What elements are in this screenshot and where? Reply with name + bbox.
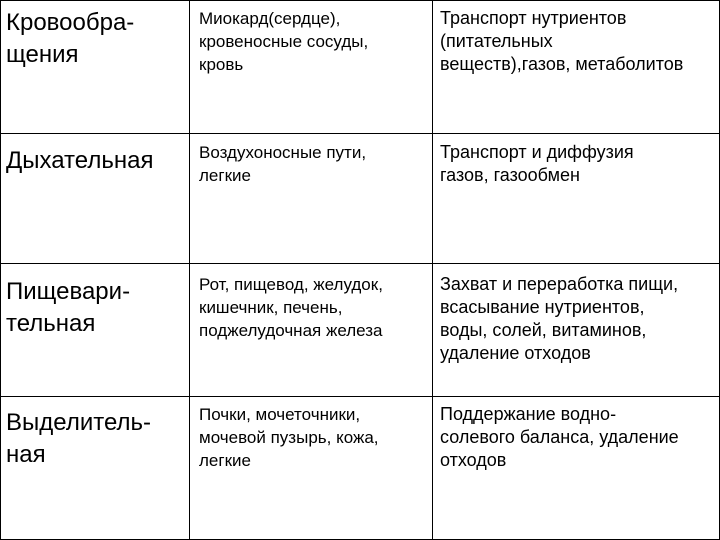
organs-cell: Миокард(сердце), кровеносные сосуды, кровь [189,0,432,133]
system-name-cell: Кровообра- щения [0,0,189,133]
function-cell: Захват и переработка пищи, всасывание нутриентов, воды, солей, витаминов, удаление отходов [432,263,720,396]
system-name-cell: Пищевари- тельная [0,263,189,396]
function-cell: Поддержание водно- солевого баланса, удаление отходов [432,396,720,540]
function-cell: Транспорт и диффузия газов, газообмен [432,133,720,263]
organs-cell: Рот, пищевод, желудок, кишечник, печень, поджелудочная железа [189,263,432,396]
system-name-cell: Выделитель- ная [0,396,189,540]
organs-cell: Почки, мочеточники, мочевой пузырь, кожа, легкие [189,396,432,540]
organs-cell: Воздухоносные пути, легкие [189,133,432,263]
system-name-cell: Дыхательная [0,133,189,263]
function-cell: Транспорт нутриентов (питательных веществ),газов, метаболитов [432,0,720,133]
